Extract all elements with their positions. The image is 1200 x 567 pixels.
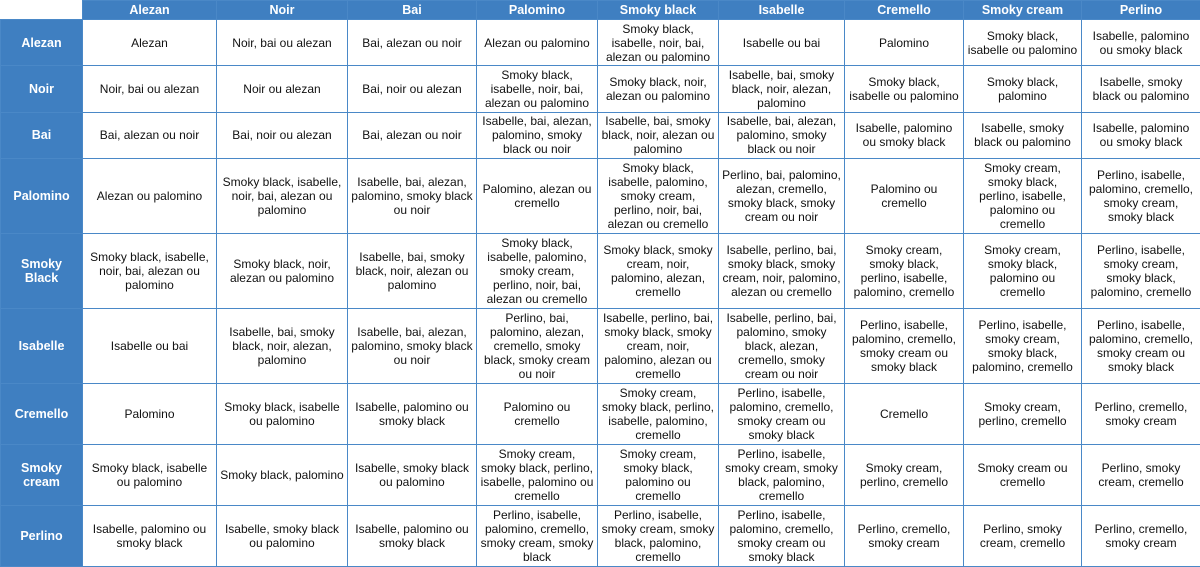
table-cell: Isabelle ou bai [83, 308, 217, 383]
table-cell: Smoky black, noir, alezan ou palomino [217, 234, 348, 308]
table-cell: Smoky cream, perlino, cremello [845, 445, 964, 505]
table-cell: Smoky black, palomino [964, 66, 1082, 112]
row-header: Palomino [1, 158, 83, 233]
table-cell: Smoky black, isabelle, noir, bai, alezan ou palomino [217, 158, 348, 233]
table-cell: Smoky cream, perlino, cremello [964, 383, 1082, 444]
table-cell: Isabelle, palomino ou smoky black [83, 505, 217, 566]
header-row [1, 1, 1200, 20]
table-body [1, 20, 1200, 567]
column-header: Cremello [845, 1, 964, 20]
table-row [1, 383, 1200, 444]
table-cell: Isabelle, palomino ou smoky black [348, 383, 477, 444]
table-cell: Perlino, isabelle, smoky cream, smoky black, palomino, cremello [598, 505, 719, 566]
table-cell: Isabelle, palomino ou smoky black [1082, 112, 1200, 158]
column-header: Alezan [83, 1, 217, 20]
table-cell: Smoky black, isabelle ou palomino [217, 383, 348, 444]
table-cell: Isabelle, perlino, bai, smoky black, smoky cream, noir, palomino, alezan ou cremello [719, 234, 845, 308]
table-cell: Perlino, cremello, smoky cream [1082, 383, 1200, 444]
table-cell: Smoky cream, smoky black, palomino ou cremello [964, 234, 1082, 308]
table-cell: Perlino, bai, palomino, alezan, cremello, smoky black, smoky cream ou noir [719, 158, 845, 233]
row-header: Smoky cream [1, 445, 83, 505]
column-header: Smoky black [598, 1, 719, 20]
table-cell: Bai, alezan ou noir [348, 20, 477, 66]
table-cell: Smoky black, isabelle ou palomino [83, 445, 217, 505]
table-cell: Isabelle, bai, smoky black, noir, alezan, palomino [217, 308, 348, 383]
table-cell: Alezan [83, 20, 217, 66]
table-row [1, 234, 1200, 308]
row-header: Isabelle [1, 308, 83, 383]
table-cell: Smoky black, isabelle, noir, bai, alezan ou palomino [477, 66, 598, 112]
row-header: Alezan [1, 20, 83, 66]
table-cell: Noir, bai ou alezan [83, 66, 217, 112]
table-row [1, 505, 1200, 566]
table-cell: Bai, noir ou alezan [217, 112, 348, 158]
table-cell: Perlino, cremello, smoky cream [845, 505, 964, 566]
table-cell: Isabelle, bai, smoky black, noir, alezan, palomino [719, 66, 845, 112]
corner-cell [1, 1, 83, 20]
column-header: Smoky cream [964, 1, 1082, 20]
column-header: Bai [348, 1, 477, 20]
table-cell: Isabelle, smoky black ou palomino [348, 445, 477, 505]
table-row [1, 112, 1200, 158]
row-header: Bai [1, 112, 83, 158]
table-cell: Smoky black, isabelle, noir, bai, alezan ou palomino [598, 20, 719, 66]
table-cell: Isabelle, bai, alezan, palomino, smoky black ou noir [719, 112, 845, 158]
row-header: Perlino [1, 505, 83, 566]
table-cell: Smoky cream, smoky black, perlino, isabelle, palomino ou cremello [964, 158, 1082, 233]
table-cell: Smoky black, isabelle, noir, bai, alezan ou palomino [83, 234, 217, 308]
table-cell: Perlino, isabelle, palomino, cremello, smoky cream ou smoky black [719, 505, 845, 566]
table-cell: Palomino ou cremello [845, 158, 964, 233]
table-cell: Palomino ou cremello [477, 383, 598, 444]
table-cell: Perlino, isabelle, smoky cream, smoky black, palomino, cremello [1082, 234, 1200, 308]
table-cell: Isabelle, bai, smoky black, noir, alezan ou palomino [598, 112, 719, 158]
table-row [1, 66, 1200, 112]
column-header: Palomino [477, 1, 598, 20]
column-header: Perlino [1082, 1, 1200, 20]
table-cell: Perlino, isabelle, palomino, cremello, smoky cream ou smoky black [1082, 308, 1200, 383]
table-cell: Isabelle, bai, smoky black, noir, alezan ou palomino [348, 234, 477, 308]
table-cell: Smoky black, isabelle, palomino, smoky cream, perlino, noir, bai, alezan ou cremello [477, 234, 598, 308]
table-cell: Bai, alezan ou noir [348, 112, 477, 158]
column-header: Noir [217, 1, 348, 20]
table-row [1, 158, 1200, 233]
table-cell: Smoky cream, smoky black, perlino, isabelle, palomino ou cremello [477, 445, 598, 505]
table-cell: Perlino, isabelle, palomino, cremello, smoky cream, smoky black [477, 505, 598, 566]
table-cell: Bai, alezan ou noir [83, 112, 217, 158]
table-cell: Perlino, smoky cream, cremello [1082, 445, 1200, 505]
table-cell: Perlino, isabelle, smoky cream, smoky black, palomino, cremello [719, 445, 845, 505]
table-cell: Perlino, bai, palomino, alezan, cremello, smoky black, smoky cream ou noir [477, 308, 598, 383]
table-cell: Smoky black, noir, alezan ou palomino [598, 66, 719, 112]
table-cell: Smoky cream, smoky black, perlino, isabelle, palomino, cremello [845, 234, 964, 308]
table-cell: Isabelle, bai, alezan, palomino, smoky black ou noir [348, 308, 477, 383]
table-cell: Palomino [845, 20, 964, 66]
column-header: Isabelle [719, 1, 845, 20]
table-cell: Perlino, smoky cream, cremello [964, 505, 1082, 566]
table-cell: Smoky cream, smoky black, palomino ou cremello [598, 445, 719, 505]
table-cell: Isabelle, smoky black ou palomino [217, 505, 348, 566]
table-cell: Smoky cream ou cremello [964, 445, 1082, 505]
table-cell: Palomino, alezan ou cremello [477, 158, 598, 233]
table-cell: Bai, noir ou alezan [348, 66, 477, 112]
row-header: Noir [1, 66, 83, 112]
table-cell: Alezan ou palomino [477, 20, 598, 66]
table-cell: Perlino, isabelle, smoky cream, smoky black, palomino, cremello [964, 308, 1082, 383]
table-cell: Perlino, isabelle, palomino, cremello, smoky cream ou smoky black [845, 308, 964, 383]
table-cell: Smoky black, isabelle, palomino, smoky cream, perlino, noir, bai, alezan ou cremello [598, 158, 719, 233]
table-row [1, 20, 1200, 66]
table-cell: Perlino, isabelle, palomino, cremello, smoky cream ou smoky black [719, 383, 845, 444]
table-cell: Smoky cream, smoky black, perlino, isabelle, palomino, cremello [598, 383, 719, 444]
row-header: Smoky Black [1, 234, 83, 308]
table-cell: Isabelle, palomino ou smoky black [845, 112, 964, 158]
table-cell: Isabelle, perlino, bai, palomino, smoky black, alezan, cremello, smoky cream ou noir [719, 308, 845, 383]
table-cell: Perlino, isabelle, palomino, cremello, smoky cream, smoky black [1082, 158, 1200, 233]
table-cell: Smoky black, smoky cream, noir, palomino, alezan, cremello [598, 234, 719, 308]
table-cell: Isabelle, smoky black ou palomino [964, 112, 1082, 158]
table-cell: Isabelle, perlino, bai, smoky black, smoky cream, noir, palomino, alezan ou cremello [598, 308, 719, 383]
table-cell: Smoky black, isabelle ou palomino [845, 66, 964, 112]
table-cell: Isabelle, palomino ou smoky black [1082, 20, 1200, 66]
table-cell: Smoky black, isabelle ou palomino [964, 20, 1082, 66]
table-cell: Noir ou alezan [217, 66, 348, 112]
table-cell: Isabelle, palomino ou smoky black [348, 505, 477, 566]
table-cell: Cremello [845, 383, 964, 444]
table-cell: Perlino, cremello, smoky cream [1082, 505, 1200, 566]
table-cell: Noir, bai ou alezan [217, 20, 348, 66]
table-cell: Isabelle ou bai [719, 20, 845, 66]
table-cell: Smoky black, palomino [217, 445, 348, 505]
table-cell: Isabelle, smoky black ou palomino [1082, 66, 1200, 112]
row-header: Cremello [1, 383, 83, 444]
table-cell: Isabelle, bai, alezan, palomino, smoky black ou noir [348, 158, 477, 233]
table-cell: Isabelle, bai, alezan, palomino, smoky black ou noir [477, 112, 598, 158]
table-cell: Palomino [83, 383, 217, 444]
table-cell: Alezan ou palomino [83, 158, 217, 233]
table-row [1, 445, 1200, 505]
table-row [1, 308, 1200, 383]
